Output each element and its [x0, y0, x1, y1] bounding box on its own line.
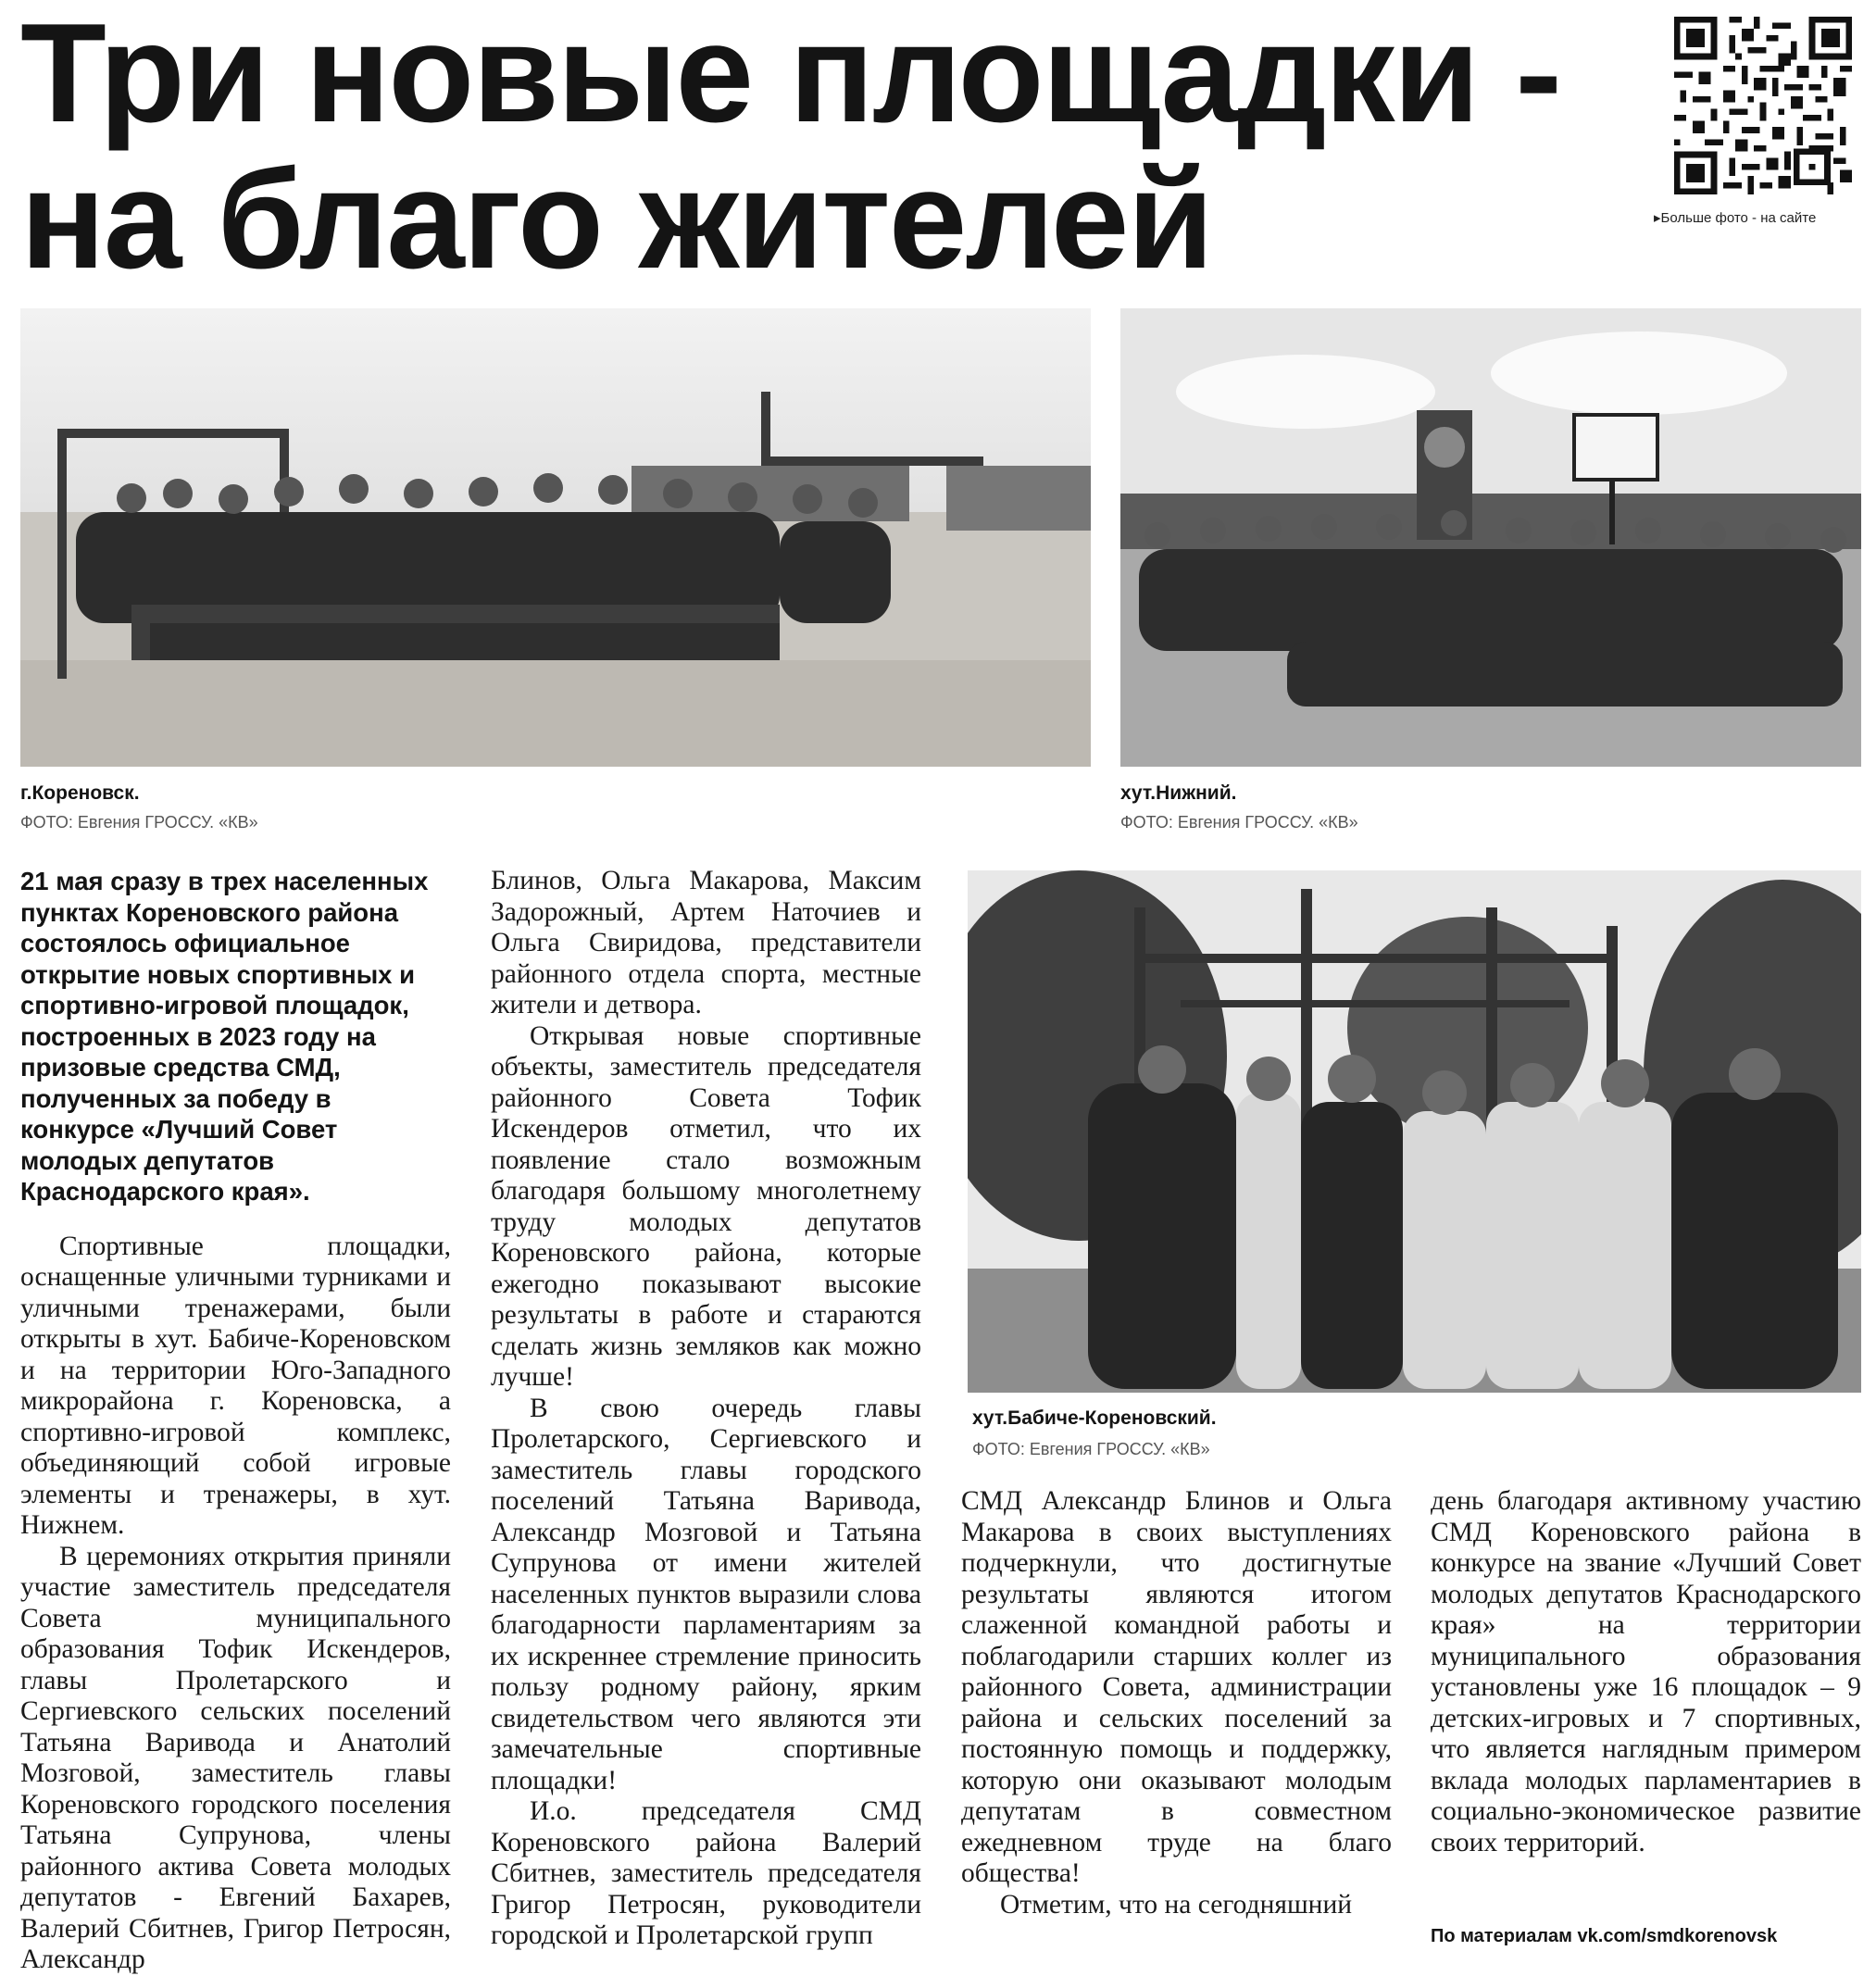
photo-nizhniy-credit: ФОТО: Евгения ГРОССУ. «КВ» — [1120, 813, 1358, 832]
article-paragraph: И.о. председателя СМД Кореновского района Валерий Сбитнев, заместитель председателя Григор Петросян, руководители городской и Пролетарской групп — [491, 1796, 921, 1950]
photo-korenovsk — [20, 308, 1091, 767]
article-column-1 — [20, 866, 451, 1976]
article-paragraph: Открывая новые спортивные объекты, заместитель председателя районного Совета Тофик Искендеров отметил, что их появление стало возможным благодаря большому многолетнему труду молодых депутатов Кореновского района, которые ежегодно показывают высокие результаты в работе и стараются сделать жизнь земляков как можно лучше! — [491, 1020, 921, 1392]
article-paragraph: Отметим, что на сегодняшний — [1000, 1889, 1353, 1920]
source-credit: По материалам vk.com/smdkorenovsk — [1431, 1926, 1778, 1946]
article-lead: 21 мая сразу в трех населенных пунктах Кореновского района состоялось официальное открытие новых спортивных и спортивно-игровой площадок, построенных в 2023 году на призовые средства СМД, полученных за победу в конкурсе «Лучший Совет молодых депутатов Краснодарского края». — [20, 867, 429, 1206]
headline-line-2: на благо жителей — [20, 141, 1212, 298]
article-column-3 — [961, 1486, 1392, 1920]
photo-nizhniy-caption: хут.Нижний. — [1120, 782, 1237, 804]
article-paragraph: Спортивные площадки, оснащенные уличными турниками и уличными тренажерами, были открыты в хут. Бабиче-Кореновском и на территории Юго-Западного микрорайона г. Кореновска, а спортивно-игровой комплекс, объединяющий собой игровые элементы и тренажеры, в хут. Нижнем. — [20, 1231, 451, 1540]
qr-code-icon[interactable] — [1674, 17, 1852, 194]
photo-nizhniy — [1120, 308, 1861, 767]
article-paragraph: В свою очередь главы Пролетарского, Сергиевского и заместитель главы городского поселений Татьяна Варивода, Александр Мозговой и Татьяна Супрунова от имени жителей населенных пунктов выразили слова благодарности парламентариям за их искреннее стремление приносить пользу родному району, ярким свидетельством чего являются эти замечательные спортивные площадки! — [491, 1393, 921, 1795]
more-photos-link[interactable]: ▸Больше фото - на сайте — [1654, 210, 1817, 226]
article-paragraph: Блинов, Ольга Макарова, Максим Задорожный, Артем Наточиев и Ольга Свиридова, представители районного отдела спорта, местные жители и детвора. — [491, 866, 921, 1019]
headline-line-1: Три новые площадки - — [20, 0, 1560, 152]
photo-babiche-korenovsky-credit: ФОТО: Евгения ГРОССУ. «КВ» — [972, 1440, 1210, 1458]
article-paragraph: В церемониях открытия приняли участие заместитель председателя Совета муниципального образования Тофик Искендеров, главы Пролетарского и Сергиевского сельских поселений Татьяна Варивода и Анатолий Мозговой, заместитель главы Кореновского городского поселения Татьяна Супрунова, члены районного актива Совета молодых депутатов - Евгений Бахарев, Валерий Сбитнев, Григор Петросян, Александр — [20, 1541, 451, 1974]
photo-babiche-korenovsky-caption: хут.Бабиче-Кореновский. — [972, 1407, 1217, 1429]
article-column-4 — [1431, 1486, 1861, 1858]
photo-babiche-korenovsky — [968, 870, 1861, 1393]
headline — [20, 0, 1650, 298]
photo-korenovsk-credit: ФОТО: Евгения ГРОССУ. «КВ» — [20, 813, 258, 832]
article-column-2 — [491, 866, 921, 1952]
article-paragraph: СМД Александр Блинов и Ольга Макарова в своих выступлениях подчеркнули, что достигнутые результаты являются итогом слаженной командной работы и поблагодарили старших коллег из районного Совета, администрации района и сельских поселений за постоянную помощь и поддержку, которую они оказывают молодым депутатам в совместном ежедневном труде на благо общества! — [961, 1486, 1392, 1888]
photo-korenovsk-caption: г.Кореновск. — [20, 782, 140, 804]
article-paragraph: день благодаря активному участию СМД Кореновского района в конкурсе на звание «Лучший Совет молодых депутатов Краснодарского края» на территории муниципального образования установлены уже 16 площадок – 9 детских-игровых и 7 спортивных, что является наглядным примером вклада молодых парламентариев в социально-экономическое развитие своих территорий. — [1431, 1486, 1861, 1857]
